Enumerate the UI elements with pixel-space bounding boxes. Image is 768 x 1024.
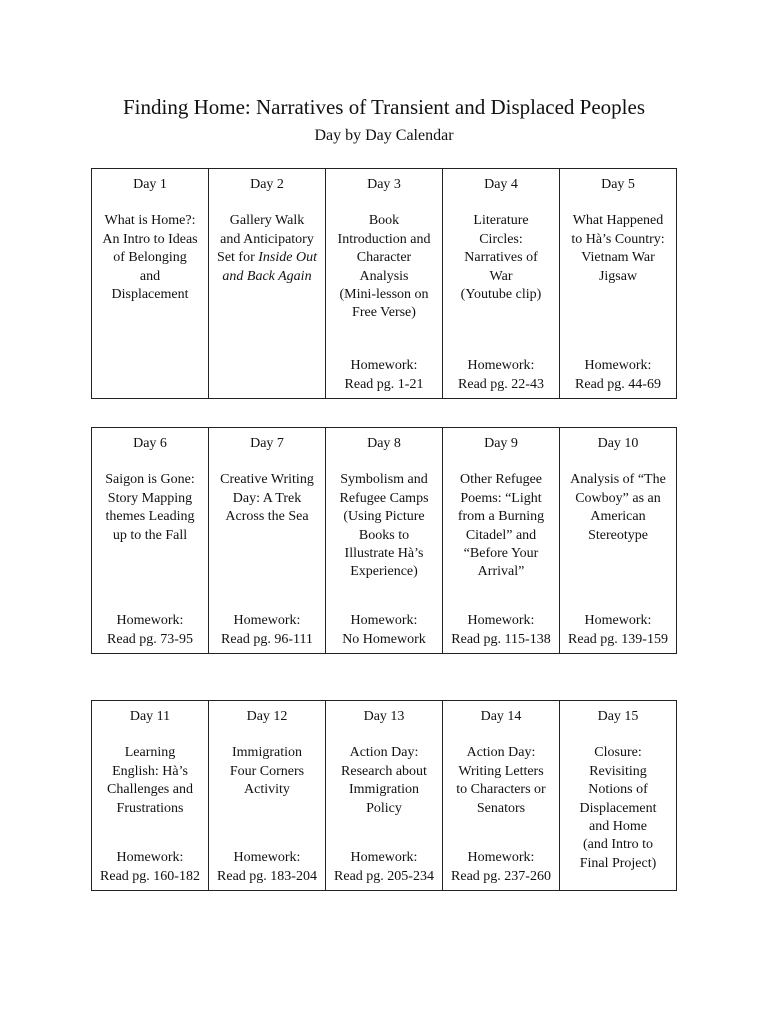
day-cell-content bbox=[560, 435, 676, 653]
topic-line: Character bbox=[356, 250, 412, 266]
topic-line: up to the Fall bbox=[112, 527, 188, 543]
topic-line: Cowboy” as an bbox=[575, 490, 661, 506]
topic-line: Jigsaw bbox=[598, 268, 638, 284]
homework-label: Homework: bbox=[467, 358, 535, 374]
topic-line: and Anticipatory bbox=[220, 231, 314, 247]
topic-line: Poems: “Light bbox=[460, 490, 542, 506]
homework-block bbox=[443, 357, 559, 394]
homework-block bbox=[443, 612, 559, 649]
topic-line: Senators bbox=[476, 800, 526, 816]
homework-block bbox=[326, 849, 442, 886]
homework-assignment: Read pg. 160-182 bbox=[100, 868, 200, 884]
day-label: Day 11 bbox=[129, 709, 171, 724]
topic-line: Writing Letters bbox=[458, 763, 544, 779]
topic-line: “Before Your bbox=[463, 546, 539, 562]
topic-line: Displacement bbox=[579, 800, 657, 816]
homework-block bbox=[92, 612, 208, 649]
day-topic bbox=[326, 471, 442, 581]
day-label: Day 13 bbox=[363, 709, 405, 724]
homework-assignment: Read pg. 73-95 bbox=[107, 631, 193, 647]
topic-line: Activity bbox=[244, 782, 290, 798]
day-cell bbox=[209, 428, 326, 654]
homework-assignment: Read pg. 115-138 bbox=[451, 631, 551, 647]
topic-line: Illustrate Hà’s bbox=[344, 546, 424, 562]
page-subtitle: Day by Day Calendar bbox=[314, 127, 454, 144]
topic-line: (Mini-lesson on bbox=[339, 287, 429, 303]
day-cell bbox=[443, 169, 560, 399]
topic-line: Immigration bbox=[349, 782, 419, 798]
topic-line: Gallery Walk bbox=[229, 213, 305, 229]
topic-line: War bbox=[489, 268, 513, 284]
topic-line: Frustrations bbox=[116, 800, 184, 816]
homework-assignment: Read pg. 96-111 bbox=[221, 631, 313, 647]
day-cell bbox=[92, 428, 209, 654]
homework-assignment: Read pg. 1-21 bbox=[344, 376, 424, 392]
topic-line: Book bbox=[368, 213, 400, 229]
topic-line: Research about bbox=[341, 763, 427, 779]
day-label: Day 2 bbox=[250, 177, 284, 192]
topic-line: Other Refugee bbox=[459, 472, 543, 488]
topic-line: Across the Sea bbox=[225, 509, 309, 525]
homework-label: Homework: bbox=[350, 613, 418, 629]
homework-assignment: Read pg. 237-260 bbox=[451, 868, 551, 884]
topic-line: Action Day: bbox=[466, 745, 536, 761]
homework-block bbox=[560, 612, 676, 649]
day-cell bbox=[560, 428, 677, 654]
day-label: Day 6 bbox=[133, 436, 167, 451]
homework-label: Homework: bbox=[467, 850, 535, 866]
homework-label: Homework: bbox=[584, 613, 652, 629]
week-2-calendar-table bbox=[91, 427, 677, 654]
topic-line: Circles: bbox=[479, 231, 523, 247]
day-label: Day 9 bbox=[484, 436, 518, 451]
day-topic bbox=[209, 471, 325, 526]
day-cell bbox=[443, 428, 560, 654]
day-cell bbox=[443, 701, 560, 891]
topic-line: Citadel” and bbox=[465, 527, 537, 543]
topic-line: to Hà’s Country: bbox=[571, 231, 665, 247]
week-row bbox=[92, 169, 677, 399]
topic-line: Revisiting bbox=[589, 763, 647, 779]
topic-line: Learning bbox=[124, 745, 176, 761]
topic-line: Immigration bbox=[232, 745, 302, 761]
day-cell bbox=[560, 701, 677, 891]
topic-line: Refugee Camps bbox=[339, 490, 429, 506]
topic-line: What is Home?: bbox=[104, 213, 196, 229]
topic-line: Creative Writing bbox=[220, 472, 314, 488]
day-cell-content bbox=[92, 176, 208, 398]
day-cell-content bbox=[209, 708, 325, 890]
topic-line: Books to bbox=[358, 527, 410, 543]
day-topic bbox=[560, 744, 676, 873]
homework-label: Homework: bbox=[116, 850, 184, 866]
day-topic bbox=[326, 212, 442, 322]
topic-line: to Characters or bbox=[456, 782, 546, 798]
day-cell-content bbox=[92, 708, 208, 890]
day-cell bbox=[92, 169, 209, 399]
topic-line: Four Corners bbox=[229, 763, 305, 779]
homework-block bbox=[443, 849, 559, 886]
page-title: Finding Home: Narratives of Transient and Displaced Peoples bbox=[122, 95, 645, 119]
day-cell-content bbox=[209, 435, 325, 653]
week-1-calendar-table bbox=[91, 168, 677, 399]
day-topic bbox=[443, 471, 559, 581]
topic-line: Analysis of “The bbox=[570, 472, 666, 488]
topic-line: themes Leading bbox=[105, 509, 195, 525]
topic-line: Action Day: bbox=[349, 745, 419, 761]
topic-line: Vietnam War bbox=[581, 250, 655, 266]
day-cell bbox=[209, 169, 326, 399]
day-label: Day 5 bbox=[601, 177, 635, 192]
homework-label: Homework: bbox=[233, 850, 301, 866]
topic-line: Literature bbox=[473, 213, 529, 229]
topic-line: (Using Picture bbox=[343, 509, 425, 525]
homework-label: Homework: bbox=[116, 613, 184, 629]
homework-label: Homework: bbox=[350, 358, 418, 374]
homework-block bbox=[209, 849, 325, 886]
topic-line: Notions of bbox=[588, 782, 648, 798]
homework-assignment: Read pg. 22-43 bbox=[458, 376, 544, 392]
topic-line: Challenges and bbox=[107, 782, 193, 798]
homework-block bbox=[560, 357, 676, 394]
day-topic bbox=[443, 744, 559, 818]
day-cell-content bbox=[443, 435, 559, 653]
day-label: Day 8 bbox=[367, 436, 401, 451]
homework-label: Homework: bbox=[584, 358, 652, 374]
day-topic bbox=[209, 212, 325, 286]
topic-line: Introduction and bbox=[337, 231, 431, 247]
homework-assignment: Read pg. 139-159 bbox=[568, 631, 668, 647]
homework-block bbox=[326, 357, 442, 394]
day-topic bbox=[92, 744, 208, 818]
homework-assignment: Read pg. 44-69 bbox=[575, 376, 661, 392]
day-topic bbox=[326, 744, 442, 818]
week-row bbox=[92, 701, 677, 891]
book-title: Inside Out and Back Again bbox=[222, 250, 317, 284]
day-cell bbox=[209, 701, 326, 891]
topic-line: Set for bbox=[217, 250, 259, 266]
day-topic bbox=[92, 471, 208, 545]
day-cell bbox=[326, 701, 443, 891]
week-row bbox=[92, 428, 677, 654]
day-label: Day 7 bbox=[250, 436, 284, 451]
homework-block bbox=[209, 612, 325, 649]
topic-line: English: Hà’s bbox=[112, 763, 188, 779]
topic-line: American bbox=[590, 509, 646, 525]
homework-label: Homework: bbox=[467, 613, 535, 629]
homework-assignment: No Homework bbox=[342, 631, 426, 647]
day-cell bbox=[326, 428, 443, 654]
day-cell-content bbox=[209, 176, 325, 398]
day-topic bbox=[560, 212, 676, 286]
topic-line: Arrival” bbox=[477, 564, 525, 580]
topic-line: (Youtube clip) bbox=[460, 287, 542, 303]
topic-line: Policy bbox=[366, 800, 402, 816]
day-cell-content bbox=[443, 176, 559, 398]
topic-line: Narratives of bbox=[464, 250, 538, 266]
topic-line: What Happened bbox=[572, 213, 664, 229]
day-topic bbox=[209, 744, 325, 799]
day-cell bbox=[560, 169, 677, 399]
homework-assignment: Read pg. 183-204 bbox=[217, 868, 317, 884]
topic-line: Displacement bbox=[111, 287, 189, 303]
topic-line: Day: A Trek bbox=[232, 490, 302, 506]
topic-line: Symbolism and bbox=[340, 472, 428, 488]
homework-label: Homework: bbox=[350, 850, 418, 866]
day-cell-content bbox=[326, 435, 442, 653]
day-label: Day 10 bbox=[597, 436, 639, 451]
topic-line: and bbox=[139, 268, 161, 284]
topic-line: Experience) bbox=[350, 564, 418, 580]
day-cell bbox=[92, 701, 209, 891]
homework-assignment: Read pg. 205-234 bbox=[334, 868, 434, 884]
topic-line: (and Intro to bbox=[583, 837, 653, 853]
homework-block bbox=[326, 612, 442, 649]
topic-line: Final Project) bbox=[579, 855, 657, 871]
day-cell-content bbox=[443, 708, 559, 890]
day-cell-content bbox=[326, 176, 442, 398]
day-cell-content bbox=[92, 435, 208, 653]
day-cell bbox=[326, 169, 443, 399]
topic-line: Story Mapping bbox=[107, 490, 193, 506]
topic-line: of Belonging bbox=[113, 250, 187, 266]
topic-line: Saigon is Gone: bbox=[105, 472, 195, 488]
homework-block bbox=[92, 849, 208, 886]
day-cell-content bbox=[560, 176, 676, 398]
day-topic bbox=[560, 471, 676, 545]
topic-line: Stereotype bbox=[588, 527, 648, 543]
topic-line: Free Verse) bbox=[352, 305, 416, 321]
day-topic bbox=[92, 212, 208, 304]
day-label: Day 14 bbox=[480, 709, 522, 724]
day-label: Day 12 bbox=[246, 709, 288, 724]
topic-line: from a Burning bbox=[457, 509, 545, 525]
day-label: Day 3 bbox=[367, 177, 401, 192]
day-topic bbox=[443, 212, 559, 304]
day-cell-content bbox=[560, 708, 676, 890]
topic-line: An Intro to Ideas bbox=[102, 231, 198, 247]
topic-line: Closure: bbox=[594, 745, 642, 761]
day-label: Day 1 bbox=[133, 177, 167, 192]
topic-line: Analysis bbox=[359, 268, 409, 284]
homework-label: Homework: bbox=[233, 613, 301, 629]
day-label: Day 4 bbox=[484, 177, 518, 192]
week-3-calendar-table bbox=[91, 700, 677, 891]
topic-line: and Home bbox=[589, 819, 647, 835]
day-cell-content bbox=[326, 708, 442, 890]
day-label: Day 15 bbox=[597, 709, 639, 724]
